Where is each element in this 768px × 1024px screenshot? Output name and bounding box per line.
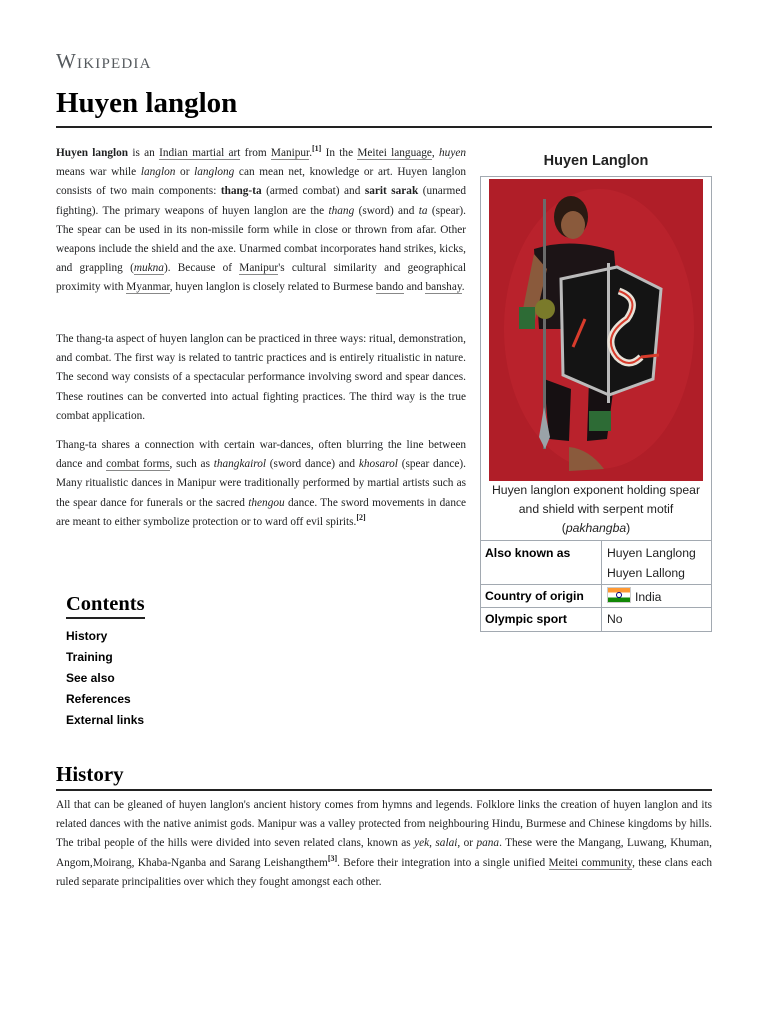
inline-link[interactable]: combat forms: [106, 458, 170, 471]
inline-link[interactable]: Indian martial art: [159, 147, 241, 159]
citation-ref[interactable]: [1]: [312, 144, 322, 154]
infobox-key: Also known as: [485, 546, 571, 560]
history-divider: [56, 789, 712, 791]
infobox-key: Olympic sport: [485, 612, 567, 626]
inline-link[interactable]: bando: [375, 281, 404, 294]
inline-link[interactable]: Meitei language: [357, 147, 432, 159]
citation-ref[interactable]: [2]: [356, 513, 366, 523]
history-paragraph: All that can be gleaned of huyen langlon's ancient history comes from hymns and legends. Folklore links the creation of huyen langlon and its related dances with the native animist gods. Manipur was a valley protected from neighbouring Hindu, Burmese and Chinese kingdoms by hills. The tribal people of the hills were divided into seven related clans, known as yek, salai, or pana. These were the Mangang, Luwang, Khuman, Angom,Moirang, Khaba-Nganba and Sarang Leishangthem[3]. Before their integration into a single unified Meitei community, these clans each ruled separate principalities over which they fought amongst each other.: [56, 799, 712, 888]
wikipedia-logo[interactable]: Wikipedia: [56, 49, 152, 73]
inline-link[interactable]: Myanmar: [126, 281, 170, 294]
toc-item-see-also[interactable]: See also: [66, 671, 115, 685]
inline-link[interactable]: banshay: [425, 281, 462, 294]
inline-link[interactable]: Manipur: [239, 262, 279, 275]
citation-ref[interactable]: [3]: [327, 853, 338, 863]
lead-paragraph-2: The thang-ta aspect of huyen langlon can be practiced in three ways: ritual, demonstration, and combat. The first way is related to tantric practices and is entirely ritualistic in nature. The second way consists of a spectacular performance involving sword and spear dances. These routines can be converted into actual fighting practices. The third way is the true combat application.: [56, 333, 466, 422]
toc-item-training[interactable]: Training: [66, 650, 113, 664]
infobox-row-also-known-as: [481, 540, 711, 585]
infobox-value: [607, 587, 661, 607]
section-heading-history: History: [56, 762, 124, 786]
toc-item-history[interactable]: History: [66, 629, 108, 643]
india-flag-icon: [607, 587, 631, 603]
toc-heading: Contents: [66, 593, 145, 619]
inline-link[interactable]: Meitei community: [548, 856, 633, 869]
infobox-caption: Huyen langlon exponent holding spear and shield with serpent motif (pakhangba): [491, 483, 701, 535]
infobox-row-country: [481, 584, 711, 608]
page-title: Huyen langlon: [56, 87, 238, 119]
toc-item-references[interactable]: References: [66, 692, 131, 706]
infobox-key: Country of origin: [485, 589, 584, 603]
toc-item-external-links[interactable]: External links: [66, 713, 145, 727]
infobox-row-olympic: [481, 607, 711, 631]
infobox-value: No: [607, 612, 623, 626]
infobox: [480, 176, 712, 632]
inline-link[interactable]: mukna: [133, 262, 164, 275]
title-divider: [56, 126, 712, 128]
lead-paragraph-3: Thang-ta shares a connection with certain war-dances, often blurring the line between dance and combat forms, such as thangkairol (sword dance) and khosarol (spear dance). Many ritualistic dances in Manipur were traditionally performed by martial artists such as the spear dance for funerals or the sacred thengou dance. The sword movements in dance are meant to either symbolize protection or to ward off evil spirits.[2]: [56, 439, 466, 528]
infobox-photo[interactable]: [489, 179, 703, 481]
infobox-value: Huyen Langlong Huyen Lallong: [607, 546, 696, 580]
infobox-title: Huyen Langlon: [543, 153, 649, 169]
lead-paragraph-1: Huyen langlon is an Indian martial art from Manipur.[1] In the Meitei language, huyen means war while langlon or langlong can mean net, knowledge or art. Huyen langlon consists of two main components: thang-ta (armed combat) and sarit sarak (unarmed fighting). The primary weapons of huyen langlon are the thang (sword) and ta (spear). The spear can be used in its non-missile form while in close or thrown from afar. Other weapons include the shield and the axe. Unarmed combat incorporates hand strikes, kicks, and grappling (mukna). Because of Manipur's cultural similarity and geographical proximity with Myanmar, huyen langlon is closely related to Burmese bando and banshay.: [56, 144, 467, 294]
india-link[interactable]: India: [635, 590, 662, 604]
inline-link[interactable]: Manipur: [270, 147, 310, 159]
